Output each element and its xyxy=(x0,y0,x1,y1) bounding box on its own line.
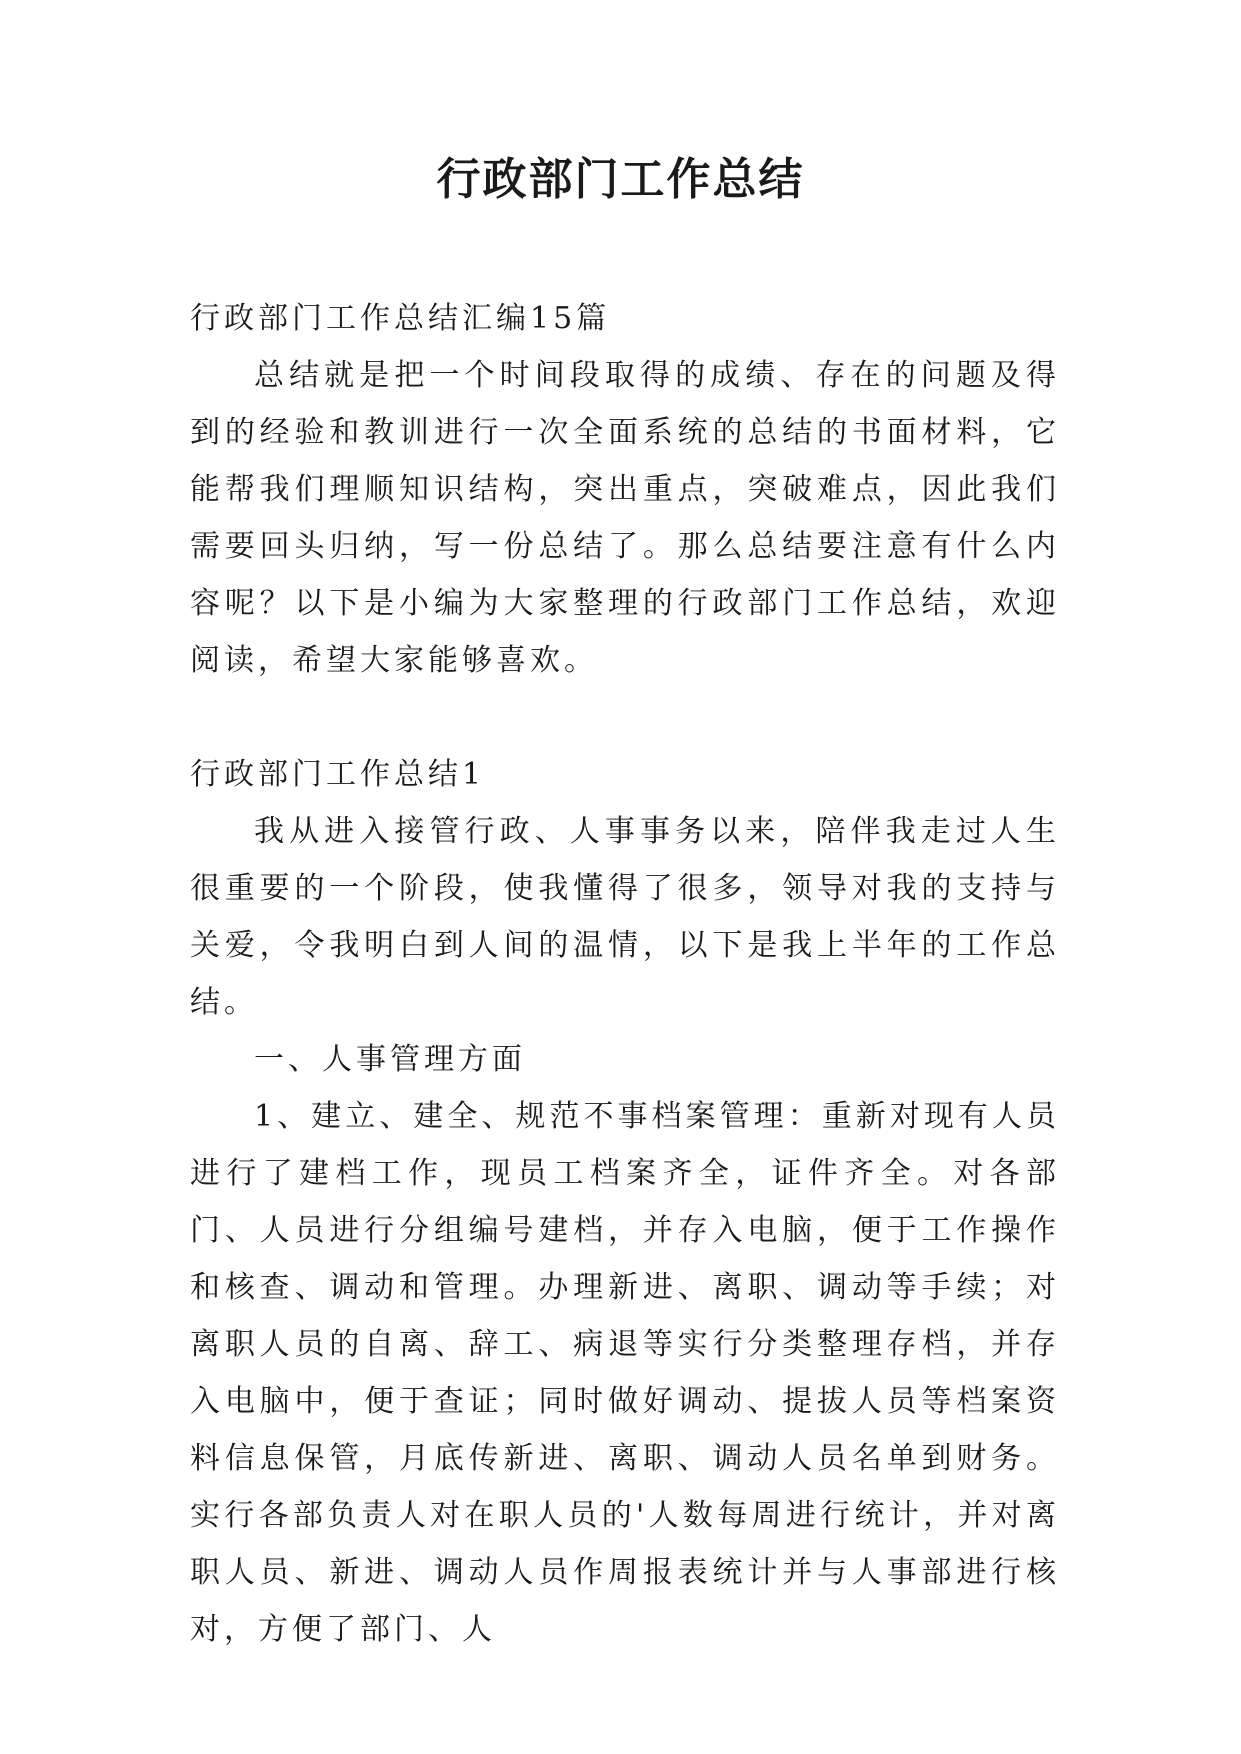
document-body xyxy=(190,290,1060,1658)
document-title: 行政部门工作总结 xyxy=(436,154,805,205)
intro-paragraph: 总结就是把一个时间段取得的成绩、存在的问题及得到的经验和教训进行一次全面系统的总结的书面材料，它能帮我们理顺知识结构，突出重点，突破难点，因此我们需要回头归纳，写一份总结了。那么总结要注意有什么内容呢？以下是小编为大家整理的行政部门工作总结，欢迎阅读，希望大家能够喜欢。 xyxy=(190,358,1060,678)
section-paragraph: 1、建立、建全、规范不事档案管理：重新对现有人员进行了建档工作，现员工档案齐全，证件齐全。对各部门、人员进行分组编号建档，并存入电脑，便于工作操作和核查、调动和管理。办理新进、离职、调动等手续；对离职人员的自离、辞工、病退等实行分类整理存档，并存入电脑中，便于查证；同时做好调动、提拔人员等档案资料信息保管，月底传新进、离职、调动人员名单到财务。实行各部负责人对在职人员的'人数每周进行统计，并对离职人员、新进、调动人员作周报表统计并与人事部进行核对，方便了部门、人 xyxy=(190,1099,1060,1647)
document-subtitle: 行政部门工作总结汇编15篇 xyxy=(190,301,611,336)
subsection-heading: 一、人事管理方面 xyxy=(254,1042,526,1077)
section-heading: 行政部门工作总结1 xyxy=(190,757,486,792)
section-paragraph: 我从进入接管行政、人事事务以来，陪伴我走过人生很重要的一个阶段，使我懂得了很多，领导对我的支持与关爱，令我明白到人间的温情，以下是我上半年的工作总结。 xyxy=(190,814,1060,1020)
paragraph-spacer xyxy=(190,689,1060,746)
